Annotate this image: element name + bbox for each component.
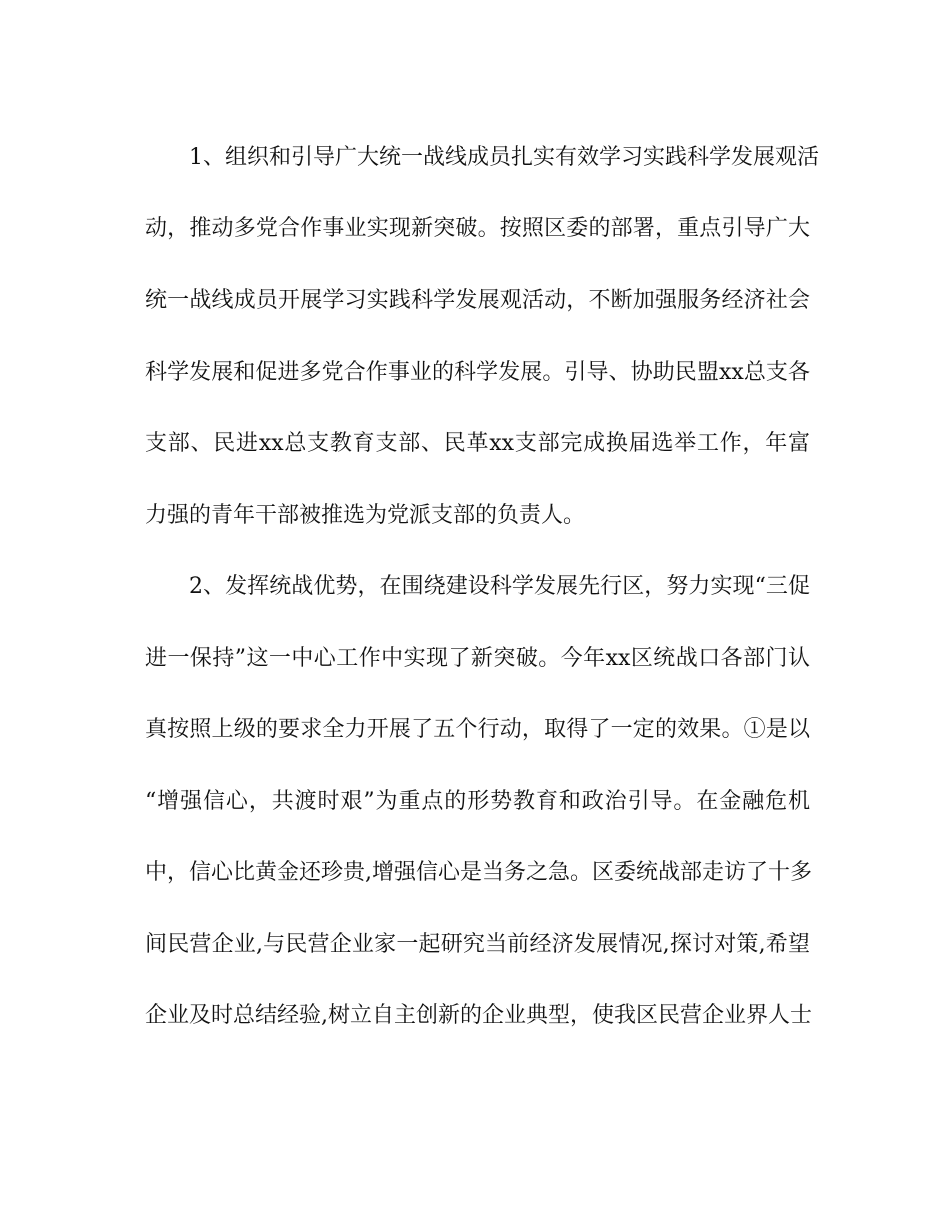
paragraph-1-line-2: 动，推动多党合作事业实现新突破。按照区委的部署，重点引导广大 bbox=[145, 216, 810, 241]
paragraph-2-line-3: 真按照上级的要求全力开展了五个行动，取得了一定的效果。①是以 bbox=[145, 717, 810, 742]
paragraph-2-line-6: 间民营企业,与民营企业家一起研究当前经济发展情况,探讨对策,希望 bbox=[145, 932, 810, 957]
paragraph-1-line-6: 力强的青年干部被推选为党派支部的负责人。 bbox=[145, 503, 586, 528]
paragraph-1-line-4: 科学发展和促进多党合作事业的科学发展。引导、协助民盟xx总支各 bbox=[145, 360, 810, 385]
paragraph-2-line-7: 企业及时总结经验,树立自主创新的企业典型，使我区民营企业界人士 bbox=[145, 1003, 812, 1028]
paragraph-1-line-5: 支部、民进xx总支教育支部、民革xx支部完成换届选举工作，年富 bbox=[145, 431, 810, 456]
paragraph-1-line-1: 1、组织和引导广大统一战线成员扎实有效学习实践科学发展观活 bbox=[189, 145, 819, 170]
paragraph-2-line-1: 2、发挥统战优势，在围绕建设科学发展先行区，努力实现“三促 bbox=[189, 574, 810, 599]
paragraph-2-line-2: 进一保持”这一中心工作中实现了新突破。今年xx区统战口各部门认 bbox=[145, 646, 810, 671]
paragraph-2-line-5: 中，信心比黄金还珍贵,增强信心是当务之急。区委统战部走访了十多 bbox=[145, 860, 812, 885]
paragraph-2-line-4: “增强信心，共渡时艰”为重点的形势教育和政治引导。在金融危机 bbox=[145, 789, 810, 814]
paragraph-1-line-3: 统一战线成员开展学习实践科学发展观活动，不断加强服务经济社会 bbox=[145, 288, 810, 313]
